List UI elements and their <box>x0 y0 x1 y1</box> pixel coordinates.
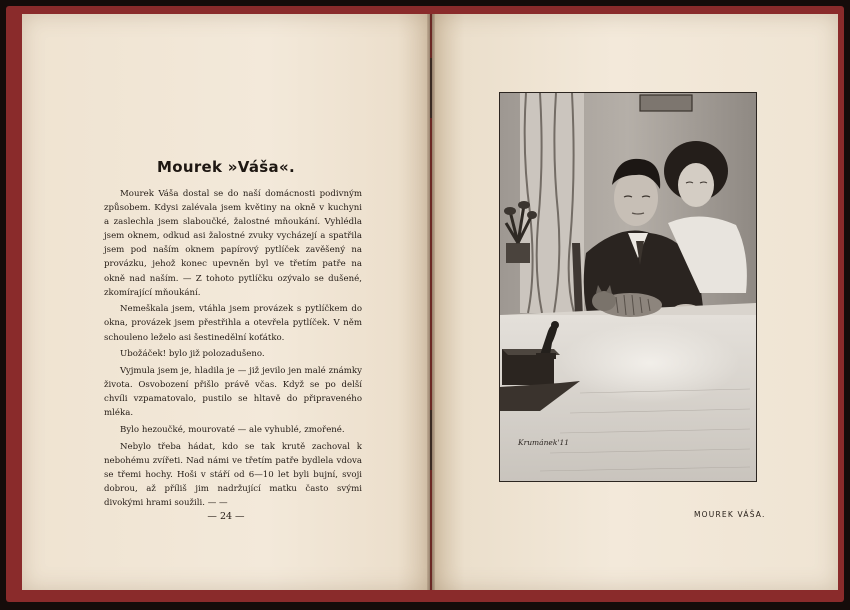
illustration-drawing <box>500 93 756 481</box>
illustration-caption: MOUREK VÁŠA. <box>694 510 766 519</box>
paragraph: Nemeškala jsem, vtáhla jsem provázek s pytlíčkem do okna, provázek jsem přestřihla a otevřela pytlíček. V něm schouleno leželo asi šestinedělní koťátko. <box>104 304 362 343</box>
paragraph: Nebylo třeba hádat, kdo se tak krutě zachoval k nebohému zvířeti. Nad námi ve třetím patře bydlela vdova se třemi hochy. Hoši v stáří od 6—10 let byli bujní, svoji dobrou, až příliš jim nadržující matku často svými divokými hrami soužili. — — <box>104 441 362 508</box>
artist-signature: Krumánek'11 <box>518 438 570 447</box>
binding-stitch <box>430 58 432 118</box>
paragraph: Mourek Váša dostal se do naší domácnosti podivným způsobem. Kdysi zalévala jsem květiny na okně v kuchyni a zaslechla jsem slaboučké, žalostné mňoukání. Vyhlédla jsem oknem, odkud asi žalostné zvuky vycházejí a spatřila jsem pod naším oknem papírový pytlíček zavěšený na provázku, jehož konec upevněn byl ve třetím patře na okně nad naším. — Z tohoto pytlíčku ozývalo se dušené, zkomírající mňoukání. <box>104 189 362 298</box>
paragraph: Bylo hezoučké, mourovaté — ale vyhublé, zmořené. <box>120 424 345 435</box>
paragraph: Ubožáček! bylo již polozadušeno. <box>120 349 265 360</box>
story-text <box>104 187 362 513</box>
paragraph: Vyjmula jsem je, hladila je — již jevilo jen malé známky života. Osvobození přišlo právě včas. Když se po delší chvíli vzpamatovalo, pustilo se hltavě do připraveného mléka. <box>104 365 362 419</box>
chapter-title: Mourek »Váša«. <box>157 158 295 176</box>
page-number: — 24 — <box>207 511 245 522</box>
binding-stitch <box>430 410 432 470</box>
illustration <box>499 92 757 482</box>
